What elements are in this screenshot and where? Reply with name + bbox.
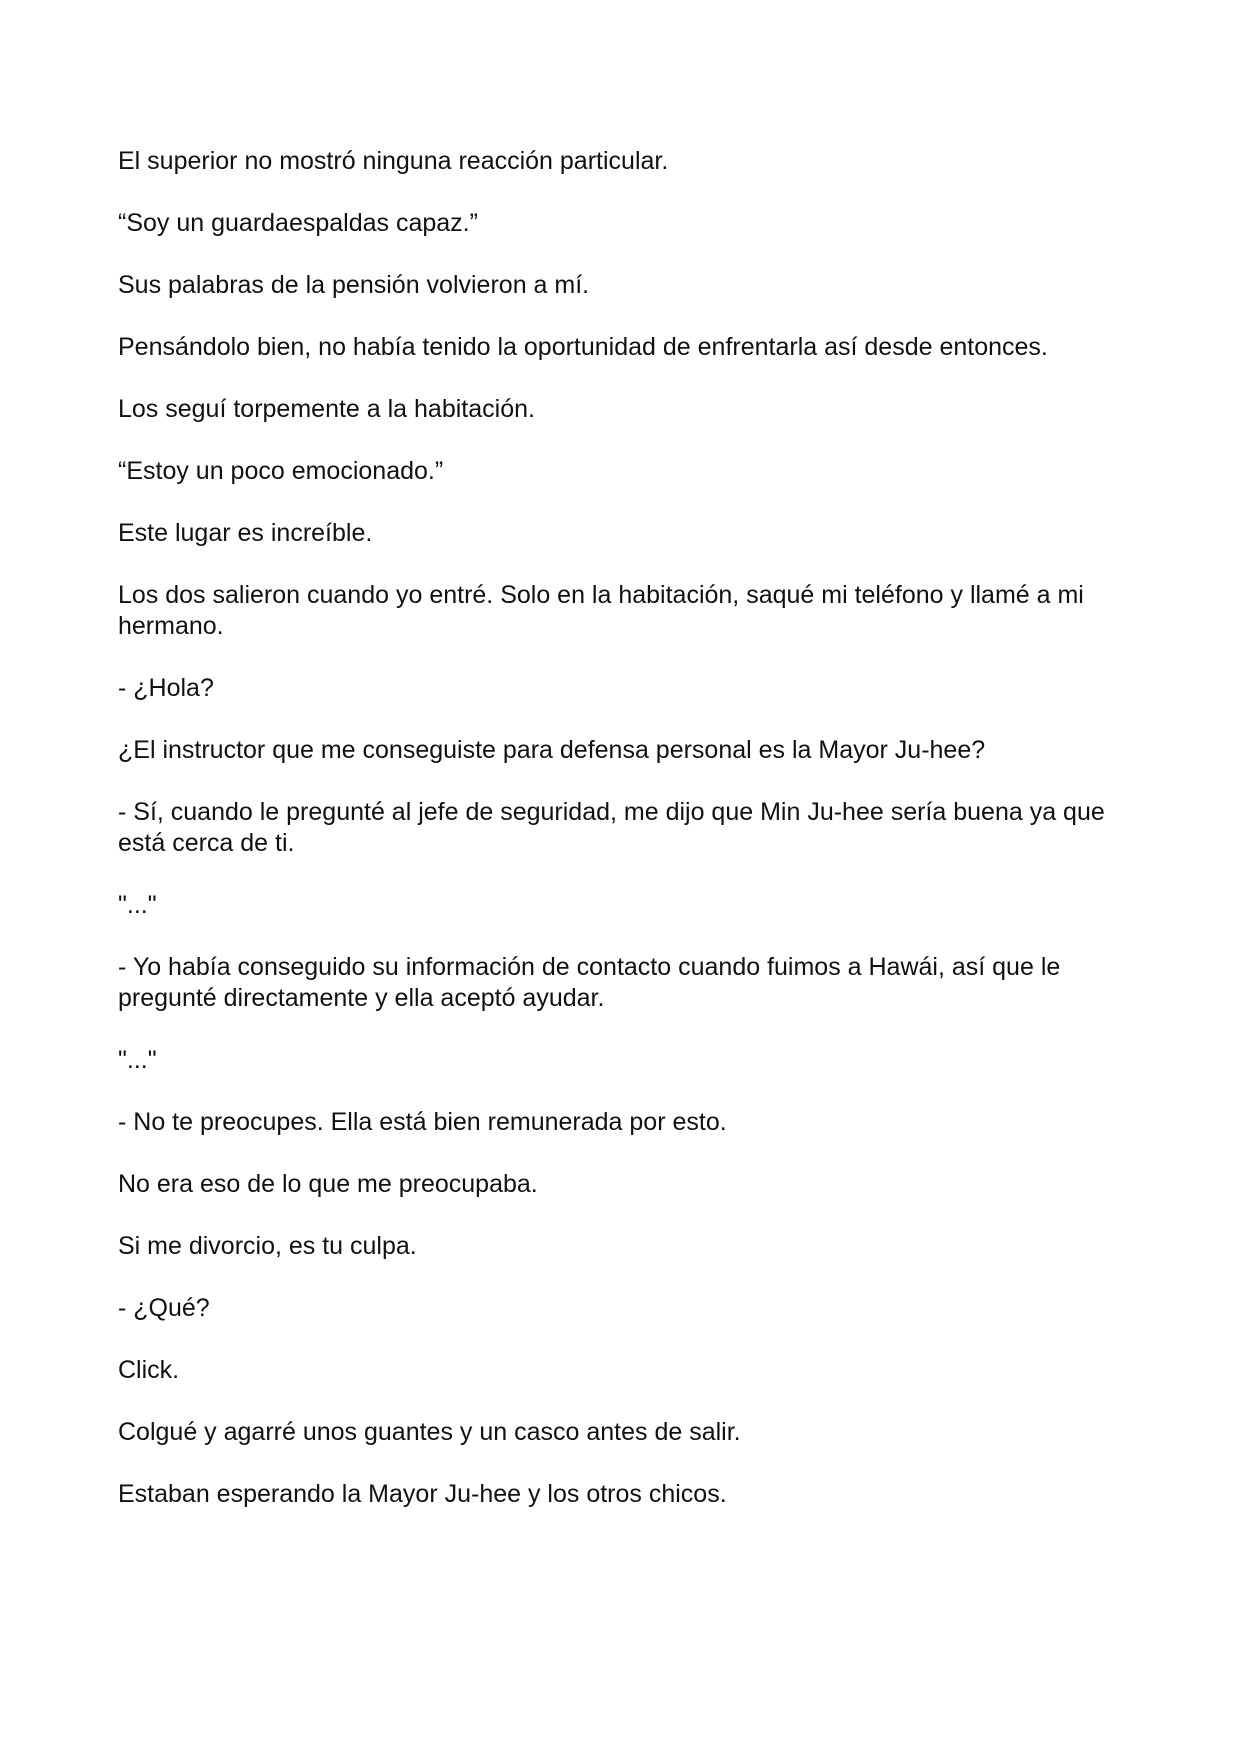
paragraph: - ¿Qué?	[118, 1294, 210, 1322]
paragraph: “Estoy un poco emocionado.”	[118, 457, 444, 485]
paragraph: Estaban esperando la Mayor Ju-hee y los otros chicos.	[118, 1480, 727, 1508]
paragraph: Sus palabras de la pensión volvieron a mí.	[118, 271, 590, 299]
paragraph: ¿El instructor que me conseguiste para defensa personal es la Mayor Ju-hee?	[118, 736, 986, 764]
paragraph: "..."	[118, 891, 157, 919]
paragraph: No era eso de lo que me preocupaba.	[118, 1170, 538, 1198]
paragraph: Colgué y agarré unos guantes y un casco antes de salir.	[118, 1418, 741, 1446]
paragraph: - Sí, cuando le pregunté al jefe de seguridad, me dijo que Min Ju-hee sería buena ya que está cerca de ti.	[118, 798, 1105, 857]
paragraph: - No te preocupes. Ella está bien remunerada por esto.	[118, 1108, 727, 1136]
paragraph: - ¿Hola?	[118, 674, 214, 702]
paragraph: Este lugar es increíble.	[118, 519, 373, 547]
paragraph: - Yo había conseguido su información de contacto cuando fuimos a Hawái, así que le pregunté directamente y ella aceptó ayudar.	[118, 953, 1061, 1012]
paragraph: Los seguí torpemente a la habitación.	[118, 395, 535, 423]
paragraph: Pensándolo bien, no había tenido la oportunidad de enfrentarla así desde entonces.	[118, 333, 1048, 361]
paragraph: Click.	[118, 1356, 180, 1384]
paragraph: Los dos salieron cuando yo entré. Solo en la habitación, saqué mi teléfono y llamé a mi hermano.	[118, 581, 1084, 640]
paragraph: "..."	[118, 1046, 157, 1074]
document-body	[118, 146, 1128, 1510]
paragraph: El superior no mostró ninguna reacción particular.	[118, 147, 669, 175]
paragraph: Si me divorcio, es tu culpa.	[118, 1232, 417, 1260]
paragraph: “Soy un guardaespaldas capaz.”	[118, 209, 478, 237]
